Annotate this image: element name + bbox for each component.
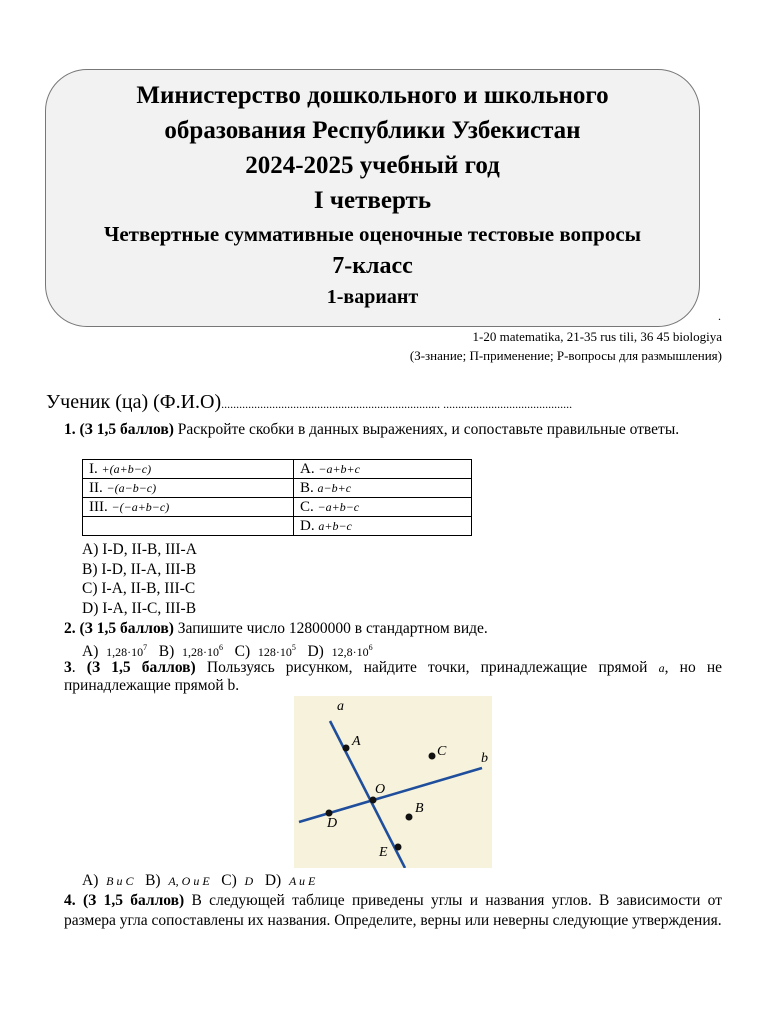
- student-label: Ученик (ца) (Ф.И.О): [46, 391, 222, 413]
- q2-option-d[interactable]: D) $12,8\cdot 10^6$: [307, 643, 373, 661]
- q3-option-c[interactable]: C) D: [221, 872, 254, 889]
- q1-table: [82, 459, 472, 536]
- q1-option-c[interactable]: C) I-A, II-B, III-C: [82, 580, 196, 597]
- quarter: I четверть: [313, 187, 432, 214]
- q3-text-b: , но не принадлежащие прямой b.: [64, 659, 723, 694]
- q1-option-b[interactable]: B) I-D, II-A, III-B: [82, 560, 197, 578]
- table-cell: [83, 517, 294, 536]
- q2-text: Запишите число 12800000 в стандартном виде.: [177, 620, 488, 637]
- q1-number: 1.: [64, 421, 76, 438]
- table-cell: A. −a+b+c: [294, 460, 472, 479]
- q3-text-a: Пользуясь рисунком, найдите точки, принадлежащие прямой: [206, 659, 648, 676]
- label-point-c: C: [437, 744, 447, 759]
- q3-points: (З 1,5 баллов): [86, 659, 196, 676]
- q2-option-a[interactable]: A) $1,28\cdot 10^7$: [82, 643, 148, 661]
- table-row: [83, 517, 472, 536]
- label-b: b: [481, 751, 488, 766]
- question-1: [64, 421, 722, 439]
- table-row: [83, 460, 472, 479]
- q3-option-b[interactable]: B) A, O и E: [145, 872, 210, 889]
- test-type: Четвертные суммативные оценочные тестовые вопросы: [103, 222, 642, 246]
- header-box: [45, 69, 700, 327]
- stray-dot: .: [718, 309, 721, 323]
- q2-number: 2.: [64, 620, 76, 637]
- label-point-d: D: [327, 816, 338, 831]
- table-cell: C. −a+b−c: [294, 498, 472, 517]
- q1-points: (З 1,5 баллов): [79, 421, 174, 438]
- table-cell: B. a−b+c: [294, 479, 472, 498]
- q3-option-a[interactable]: A) B и C: [82, 872, 134, 889]
- table-row: [83, 498, 472, 517]
- q1-option-d[interactable]: D) I-A, II-C, III-B: [82, 599, 197, 617]
- table-cell: III. −(−a+b−c): [83, 498, 294, 517]
- table-cell: II. −(a−b−c): [83, 479, 294, 498]
- table-cell: I. +(a+b−c): [83, 460, 294, 479]
- table-row: [83, 479, 472, 498]
- point-b-dot: [406, 814, 413, 821]
- legend-line: (З-знание; П-применение; Р-вопросы для размышления): [409, 348, 722, 363]
- q1-text: Раскройте скобки в данных выражениях, и сопоставьте правильные ответы.: [177, 421, 680, 438]
- label-point-b: B: [415, 801, 424, 816]
- q3-option-d[interactable]: D) A и E: [264, 872, 316, 889]
- q3-options: [82, 871, 315, 892]
- table-cell: D. a+b−c: [294, 517, 472, 536]
- point-o-dot: [370, 797, 377, 804]
- point-c-dot: [429, 753, 436, 760]
- question-3: 3. (З 1,5 баллов) Пользуясь рисунком, найдите точки, принадлежащие прямой a, но не принадлежащие прямой b.: [64, 659, 723, 694]
- label-point-o: O: [375, 782, 386, 797]
- q3-line-a: a: [658, 661, 665, 675]
- lines-diagram: [294, 696, 492, 868]
- q2-option-c[interactable]: C) $128\cdot 10^5$: [234, 643, 296, 661]
- q4-points: (З 1,5 баллов): [82, 892, 185, 909]
- q3-number: 3: [64, 659, 72, 676]
- variant: 1-вариант: [326, 286, 419, 308]
- label-a: a: [337, 699, 344, 714]
- grade: 7-класс: [332, 253, 413, 279]
- q2-option-b[interactable]: B) $1,28\cdot 10^6$: [158, 643, 223, 661]
- point-e-dot: [395, 844, 402, 851]
- question-4: [64, 891, 722, 930]
- q4-text: В следующей таблице приведены углы и названия углов. В зависимости от размера угла сопоставлены их названия. Определите, верны или неверны следующие утверждения.: [64, 892, 722, 929]
- student-name-blank[interactable]: ......................................................................... ...........................................: [221, 397, 573, 411]
- school-year: 2024-2025 учебный год: [245, 152, 500, 179]
- q1-option-a[interactable]: A) I-D, II-B, III-A: [82, 541, 197, 558]
- q2-points: (З 1,5 баллов): [79, 620, 174, 637]
- ministry-line-2: образования Республики Узбекистан: [164, 117, 581, 144]
- q4-number: 4.: [64, 892, 76, 909]
- question-2: [64, 620, 722, 638]
- lines-figure: [294, 696, 492, 868]
- label-point-a: A: [352, 734, 361, 749]
- student-name-line: [46, 391, 572, 414]
- point-a-dot: [343, 745, 350, 752]
- label-point-e: E: [379, 845, 388, 860]
- ministry-line-1: Министерство дошкольного и школьного: [136, 82, 609, 109]
- subjects-line: 1-20 matematika, 21-35 rus tili, 36 45 biologiya: [472, 329, 722, 344]
